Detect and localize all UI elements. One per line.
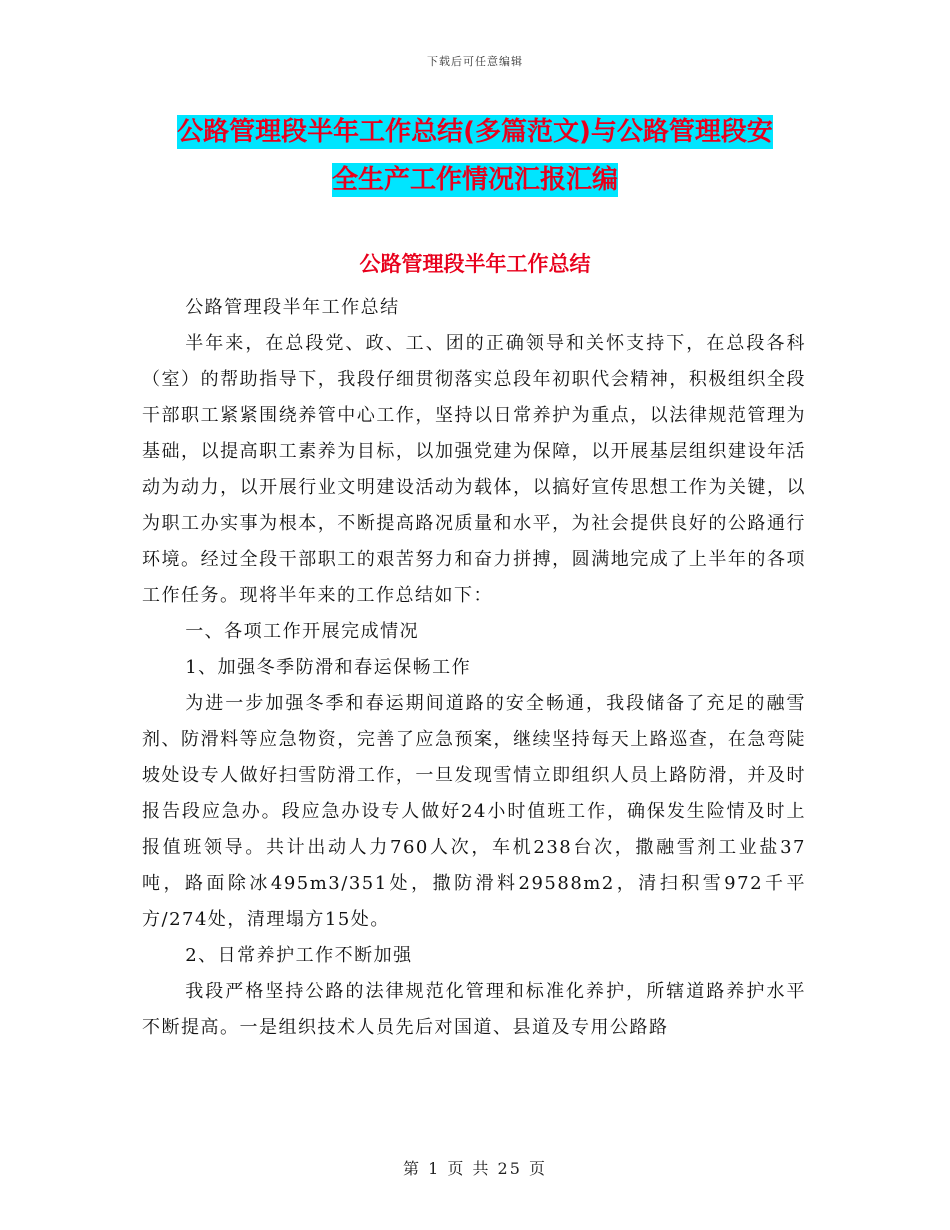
paragraph-subtitle: 公路管理段半年工作总结: [185, 297, 400, 318]
document-title-line-2: 全生产工作情况汇报汇编: [331, 165, 618, 195]
paragraph-subheading-2: 2、日常养护工作不断加强: [185, 945, 413, 966]
document-title: [140, 108, 810, 204]
paragraph-heading-1: 一、各项工作开展完成情况: [185, 621, 420, 642]
section-title: 公路管理段半年工作总结: [359, 252, 591, 276]
page-footer: 第 1 页 共 25 页: [403, 1159, 547, 1178]
document-title-line-1: 公路管理段半年工作总结(多篇范文)与公路管理段安: [177, 117, 773, 147]
paragraph-maintenance: 我段严格坚持公路的法律规范化管理和标准化养护，所辖道路养护水平不断提高。一是组织技术人员先后对国道、县道及专用公路路: [142, 981, 806, 1038]
header-note: 下载后可任意编辑: [427, 55, 523, 68]
paragraph-subheading-1: 1、加强冬季防滑和春运保畅工作: [185, 657, 472, 678]
paragraph-intro: 半年来，在总段党、政、工、团的正确领导和关怀支持下，在总段各科（室）的帮助指导下，我段仔细贯彻落实总段年初职代会精神，积极组织全段干部职工紧紧围绕养管中心工作，坚持以日常养护为重点，以法律规范管理为基础，以提高职工素养为目标，以加强党建为保障，以开展基层组织建设年活动为动力，以开展行业文明建设活动为载体，以搞好宣传思想工作为关键，以为职工办实事为根本，不断提高路况质量和水平，为社会提供良好的公路通行环境。经过全段干部职工的艰苦努力和奋力拼搏，圆满地完成了上半年的各项工作任务。现将半年来的工作总结如下：: [142, 333, 806, 606]
document-body: [142, 290, 806, 1046]
paragraph-winter: 为进一步加强冬季和春运期间道路的安全畅通，我段储备了充足的融雪剂、防滑料等应急物资，完善了应急预案，继续坚持每天上路巡查，在急弯陡坡处设专人做好扫雪防滑工作，一旦发现雪情立即组织人员上路防滑，并及时报告段应急办。段应急办设专人做好24小时值班工作，确保发生险情及时上报值班领导。共计出动人力760人次，车机238台次，撒融雪剂工业盐37吨，路面除冰495m3/351处，撒防滑料29588m2，清扫积雪972千平方/274处，清理塌方15处。: [142, 693, 806, 930]
